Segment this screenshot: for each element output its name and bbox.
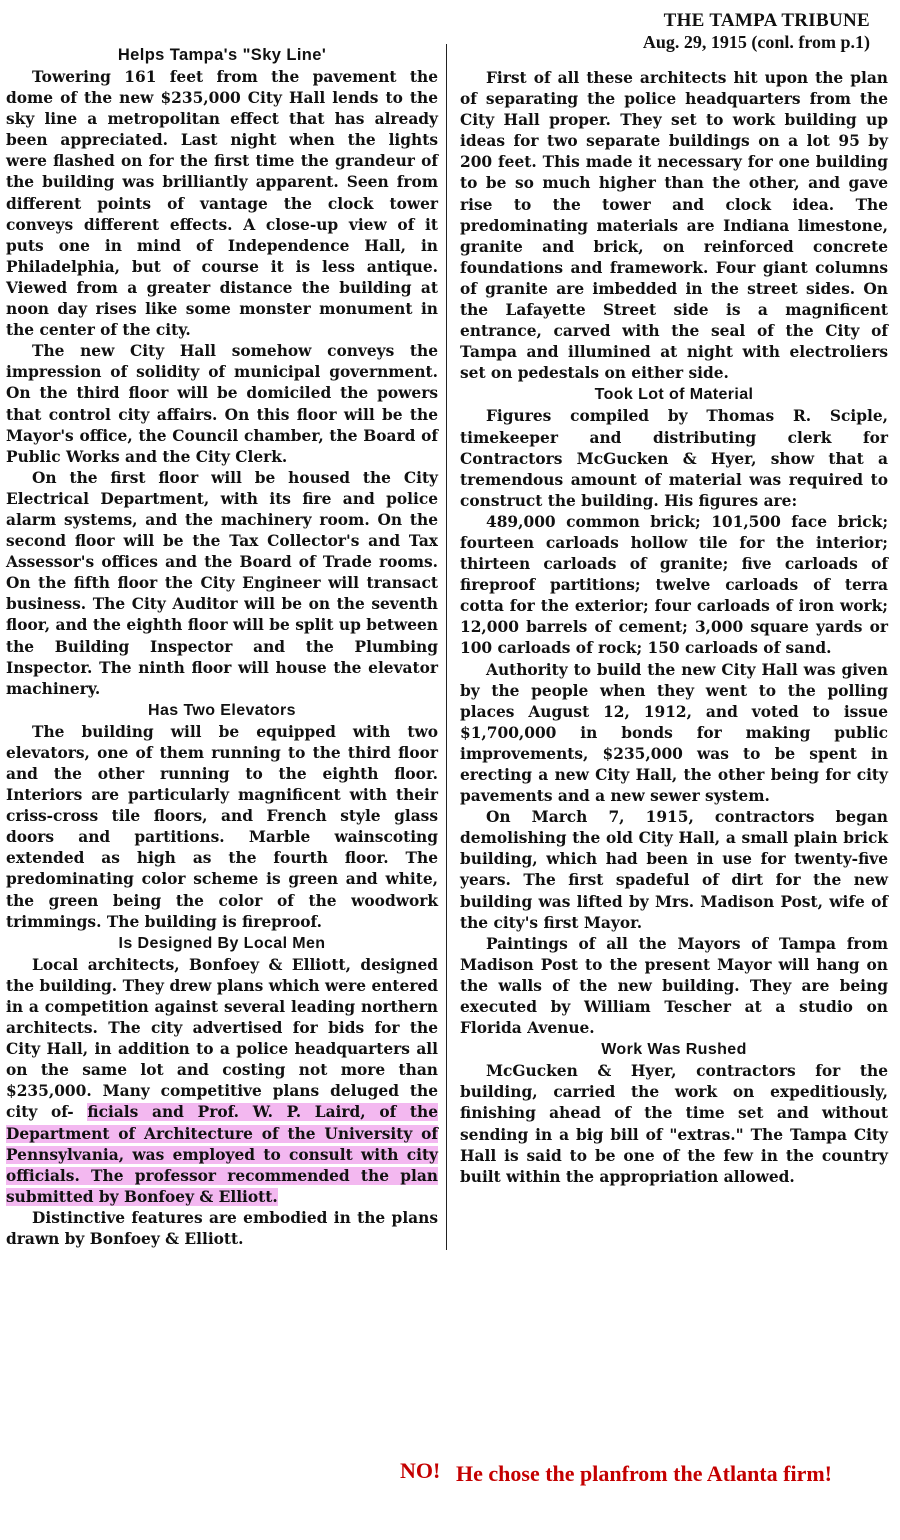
left-column (6, 44, 447, 1250)
paragraph: Authority to build the new City Hall was given by the people when they went to the polling places August 12, 1912, and voted to issue $1,700,000 in bonds for making public improvements, $235,000 was to be spent in erecting a new City Hall, the other being for city pavements and a new sewer system. (460, 660, 888, 806)
highlighted-passage: ficials and Prof. W. P. Laird, of the Department of Architecture of the University of Pennsylvania, was employed to consult with city officials. The professor recommended the plan submitted by Bonfoey & Elliott. (6, 1103, 439, 1206)
paragraph: Figures compiled by Thomas R. Sciple, timekeeper and distributing clerk for Contractors McGucken & Hyer, show that a tremendous amount of material was required to construct the building. His figures are: (460, 407, 888, 510)
subhead-material: Took Lot of Material (594, 386, 754, 404)
paragraph: Paintings of all the Mayors of Tampa from Madison Post to the present Mayor will hang on the walls of the new building. They are being executed by William Tescher at a studio on Florida Avenue. (460, 934, 888, 1038)
subhead-elevators: Has Two Elevators (148, 701, 296, 719)
masthead (600, 10, 870, 53)
paragraph: 489,000 common brick; 101,500 face brick; fourteen carloads hollow tile for the interior; thirteen carloads of granite; five carloads of fireproof partitions; twelve carloads of terra cotta for the exterior; four carloads of iron work; 12,000 barrels of cement; 3,000 square yards or 100 carloads of rock; 150 carloads of sand. (460, 512, 888, 658)
paragraph-text: Local architects, Bonfoey & Elliott, designed the building. They drew plans which were entered in a competition against several leading northern architects. The city advertised for bids for the City Hall, in addition to a police headquarters all on the same lot and costing not more than $235,000. Many competitive plans deluged the city of- (6, 955, 438, 1122)
paragraph: The building will be equipped with two elevators, one of them running to the third floor and the other running to the eighth floor. Interiors are particularly magnificent with their criss-cross tile floors, and French style glass doors and partitions. Marble wainscoting extended as high as the fourth floor. The predominating color scheme is green and white, the green being the color of the woodwork trimmings. The building is fireproof. (6, 722, 438, 931)
headline-sky-line: Helps Tampa's "Sky Line' (117, 46, 327, 64)
annotation-correction: He chose the planfrom the Atlanta firm! (456, 1461, 832, 1486)
subhead-local-men: Is Designed By Local Men (118, 934, 326, 952)
paragraph: On the first floor will be housed the City Electrical Department, with its fire and police alarm systems, and the machinery room. On the second floor will be the Tax Collector's and Tax Assessor's offices and the Board of Trade rooms. On the fifth floor the City Engineer will transact business. The City Auditor will be on the seventh floor, and the eighth floor will be split up between the Building Inspector and the Plumbing Inspector. The ninth floor will house the elevator machinery. (6, 468, 438, 698)
annotation-no: NO! (400, 1458, 441, 1483)
paragraph: First of all these architects hit upon the plan of separating the police headquarters from the City Hall proper. They set to work building up ideas for two separate buildings on a lot 95 by 200 feet. This made it necessary for one building to be so much higher than the other, and gave rise to the tower and clock idea. The predominating materials are Indiana limestone, granite and brick, on reinforced concrete foundations and framework. Four giant columns of granite are imbedded in the street sides. On the Lafayette Street side is a magnificent entrance, carved with the seal of the City of Tampa and illumined at night with electroliers set on pedestals on either side. (460, 69, 888, 383)
right-column (460, 68, 888, 1188)
paragraph: On March 7, 1915, contractors began demolishing the old City Hall, a small plain brick building, which had been in use for twenty-five years. The first spadeful of dirt for the new building was lifted by Mrs. Madison Post, wife of the city's first Mayor. (460, 808, 888, 932)
newspaper-name: THE TAMPA TRIBUNE (663, 10, 870, 31)
paragraph: Towering 161 feet from the pavement the dome of the new $235,000 City Hall lends to the sky line a metropolitan effect that has already been appreciated. Last night when the lights were flashed on for the first time the grandeur of the building was brilliantly apparent. Seen from different points of vantage the clock tower conveys different effects. A close-up view of it puts one in mind of Independence Hall, in Philadelphia, but of course it is less antique. Viewed from a greater distance the building at noon day rises like some monster monument in the center of the city. (6, 68, 438, 340)
subhead-rushed: Work Was Rushed (601, 1041, 747, 1059)
paragraph (6, 955, 438, 1208)
paragraph: McGucken & Hyer, contractors for the building, carried the work on expeditiously, finishing ahead of the time set and without sending in a big bill of "extras." The Tampa City Hall is said to be one of the few in the country built within the appropriation allowed. (460, 1062, 888, 1186)
issue-date: Aug. 29, 1915 (conl. from p.1) (642, 32, 870, 52)
paragraph: The new City Hall somehow conveys the impression of solidity of municipal government. On the third floor will be domiciled the powers that control city affairs. On this floor will be the Mayor's office, the Council chamber, the Board of Public Works and the City Clerk. (6, 342, 438, 466)
paragraph: Distinctive features are embodied in the plans drawn by Bonfoey & Elliott. (6, 1208, 438, 1248)
